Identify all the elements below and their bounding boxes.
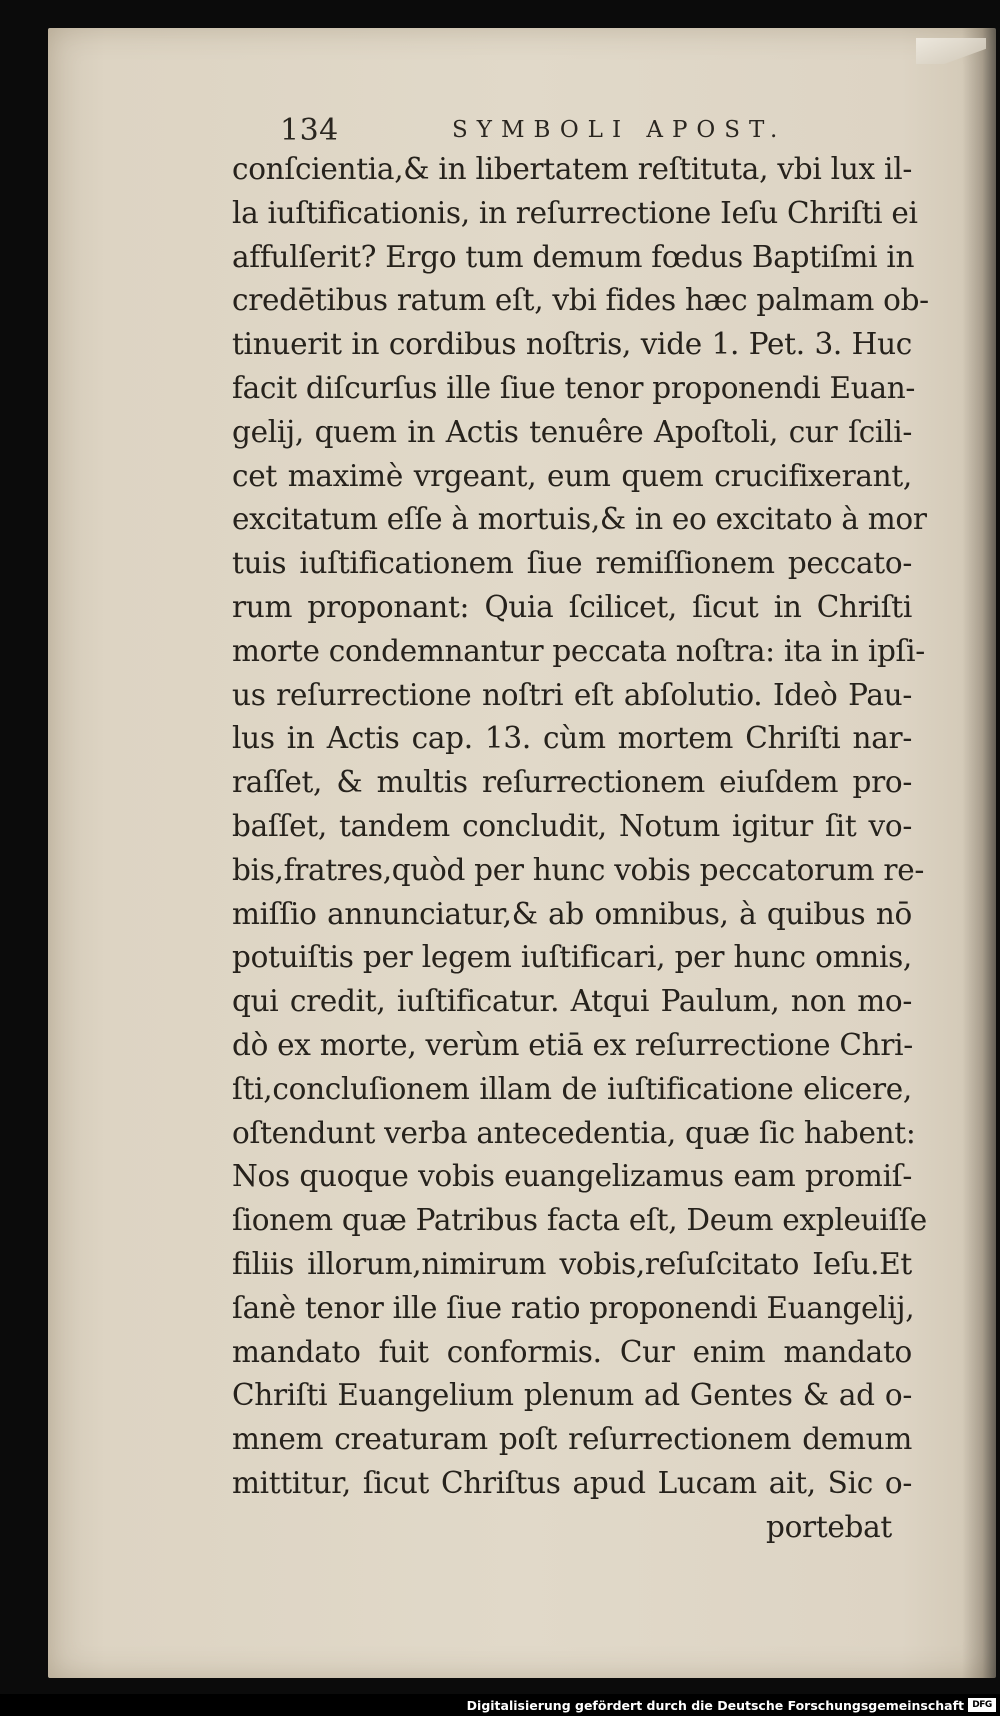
text-line: credētibus ratum eſt, vbi fides hæc palmam ob- (232, 283, 929, 318)
text-line: qui credit, iuſtificatur. Atqui Paulum, non mo- (232, 984, 912, 1019)
page-number: 134 (280, 113, 339, 148)
text-line: mnem creaturam poſt reſurrectionem demum (232, 1422, 912, 1457)
text-line: mittitur, ſicut Chriſtus apud Lucam ait, Sic o- (232, 1465, 912, 1500)
text-line: bis,fratres,quòd per hunc vobis peccatorum re- (232, 852, 925, 887)
text-line: raſſet, & multis reſurrectionem eiuſdem pro- (232, 765, 912, 800)
text-line: oſtendunt verba antecedentia, quæ ſic habent: (232, 1115, 916, 1150)
dfg-logo-icon: DFG (968, 1698, 996, 1712)
text-line: portebat (766, 1509, 892, 1544)
text-line: filiis illorum,nimirum vobis,reſuſcitato Ieſu.Et (232, 1246, 912, 1281)
text-line: conſcientia,& in libertatem reſtituta, vbi lux il- (232, 152, 912, 186)
text-line: potuiſtis per legem iuſtificari, per hunc omnis, (232, 940, 912, 975)
text-line: la iuſtificationis, in reſurrectione Ieſu Chriſti ei (232, 195, 918, 230)
text-line: dò ex morte, verùm etiā ex reſurrectione Chri- (232, 1027, 913, 1062)
text-line: cet maximè vrgeant, eum quem crucifixerant, (232, 458, 912, 493)
page-gutter-shadow (962, 28, 996, 1678)
body-text (232, 148, 929, 1550)
text-line: morte condemnantur peccata noſtra: ita in ipſi- (232, 633, 925, 668)
text-line: Chriſti Euangelium plenum ad Gentes & ad o- (232, 1378, 912, 1413)
text-line: baſſet, tandem concludit, Notum igitur ſit vo- (232, 808, 912, 843)
text-line: miſſio annunciatur,& ab omnibus, à quibus nō (232, 896, 912, 931)
running-title: SYMBOLI APOST. (452, 117, 787, 143)
text-line: lus in Actis cap. 13. cùm mortem Chriſti nar- (232, 721, 912, 756)
footer-credit: Digitalisierung gefördert durch die Deutsche Forschungsgemeinschaft (466, 1698, 964, 1713)
text-line: ſanè tenor ille ſiue ratio proponendi Euangelij, (232, 1290, 915, 1325)
text-line: ſionem quæ Patribus facta eſt, Deum expleuiſſe (232, 1203, 927, 1238)
text-line: ſti,concluſionem illam de iuſtificatione elicere, (232, 1071, 912, 1106)
text-line: excitatum eſſe à mortuis,& in eo excitato à mor (232, 502, 927, 537)
text-line: Nos quoque vobis euangelizamus eam promiſ- (232, 1159, 912, 1194)
text-line: rum proponant: Quia ſcilicet, ſicut in Chriſti (232, 589, 912, 624)
text-line: affulſerit? Ergo tum demum fœdus Baptiſmi in (232, 239, 915, 274)
text-line: mandato fuit conformis. Cur enim mandato (232, 1334, 912, 1369)
page-corner-fold (916, 38, 986, 64)
text-line: us reſurrectione noſtri eſt abſolutio. Ideò Pau- (232, 677, 912, 712)
digitization-footer (0, 1694, 1000, 1716)
text-line: gelij, quem in Actis tenuêre Apoſtoli, cur ſcili- (232, 414, 912, 449)
text-line: tuis iuſtificationem ſiue remiſſionem peccato- (232, 546, 912, 581)
text-line: facit diſcurſus ille ſiue tenor proponendi Euan- (232, 370, 916, 405)
text-line: tinuerit in cordibus noſtris, vide 1. Pet. 3. Huc (232, 327, 912, 362)
